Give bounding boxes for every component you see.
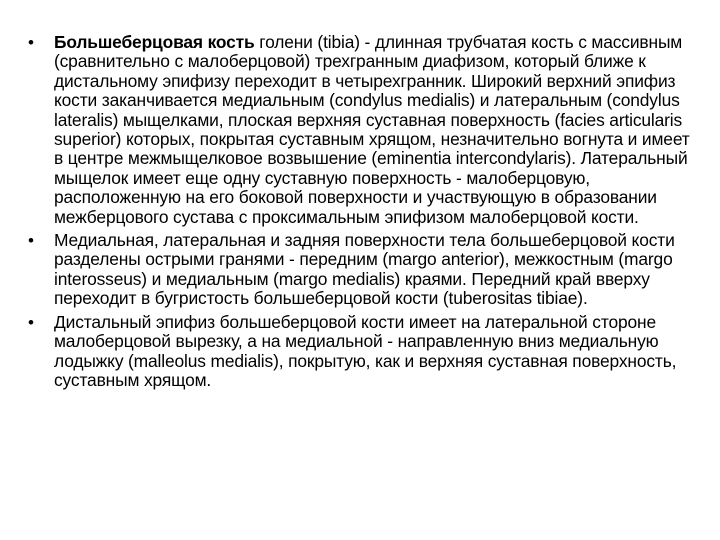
bullet-text: голени (tibia) - длинная трубчатая кость с массивным (сравнительно с малоберцовой) трехгранным диафизом, который ближе к дистальному эпифизу переходит в четырехгранник. Широкий верхний эпифиз кости заканчивается медиальным (condylus medialis) и латеральным (condylus lateralis) мыщелками, плоская верхняя суставная поверхность (facies articularis superior) которых, покрытая суставным хрящом, незначительно вогнута и имеет в центре межмыщелковое возвышение (eminentia intercondylaris). Латеральный мыщелок имеет еще одну суставную поверхность - малоберцовую, расположенную на его боковой поверхности и участвующую в образовании межберцового сустава с проксимальным эпифизом малоберцовой кости.: [54, 32, 690, 227]
bullet-icon: •: [28, 231, 34, 251]
bullet-item-tibia-overview: [28, 33, 696, 227]
bullet-list: [28, 33, 696, 394]
bullet-item-surfaces-and-margins: [28, 231, 696, 309]
bold-term: Большеберцовая кость: [54, 32, 255, 52]
bullet-text: Дистальный эпифиз большеберцовой кости имеет на латеральной стороне малоберцовой вырезку, а на медиальной - направленную вниз медиальную лодыжку (malleolus medialis), покрытую, как и верхняя суставная поверхность, суставным хрящом.: [54, 311, 677, 390]
bullet-icon: •: [28, 312, 34, 332]
bullet-icon: •: [28, 33, 34, 52]
bullet-text: Медиальная, латеральная и задняя поверхности тела большеберцовой кости разделены острыми гранями - передним (margo anterior), межкостным (margo interosseus) и медиальным (margo medialis) краями. Передний край вверху переходит в бугристость большеберцовой кости (tuberositas tibiae).: [54, 230, 675, 309]
bullet-item-distal-epiphysis: [28, 313, 696, 391]
